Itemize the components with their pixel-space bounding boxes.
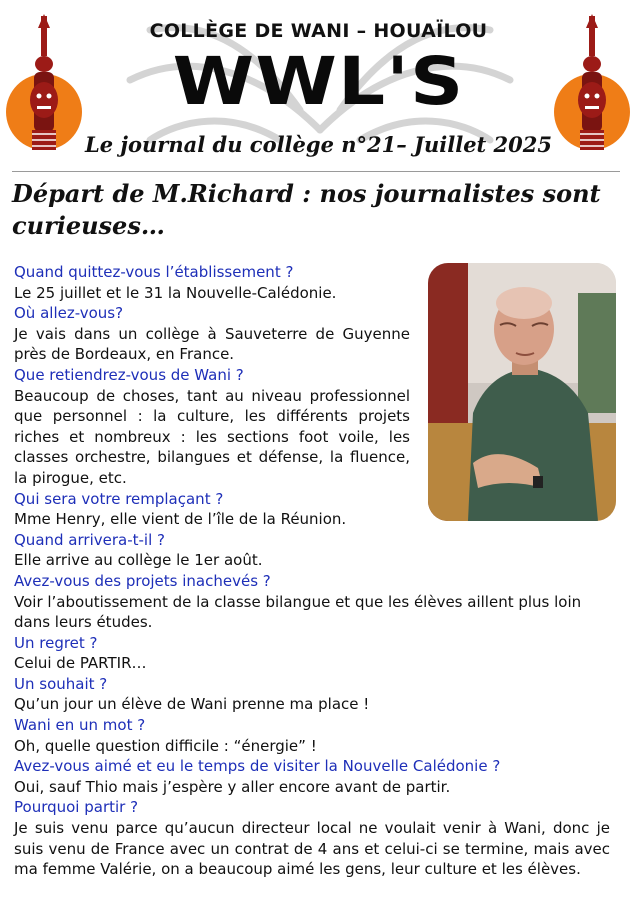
- question: Un souhait ?: [14, 674, 108, 693]
- question: Où allez-vous?: [14, 304, 124, 323]
- interview: [14, 262, 610, 880]
- answer: Beaucoup de choses, tant au niveau professionnel que personnel : la culture, les différents projets riches et nombreux : les sections foot voile, les classes orchestre, bilangues et défense, la fluence, la pirogue, etc.: [14, 386, 410, 487]
- question: Quand quittez-vous l’établissement ?: [14, 263, 294, 281]
- answer: Oui, sauf Thio mais j’espère y aller encore avant de partir.: [14, 777, 451, 796]
- answer: Elle arrive au collège le 1er août.: [14, 551, 263, 570]
- school-name: COLLÈGE DE WANI – HOUAÏLOU: [149, 20, 488, 42]
- issue-subtitle: Le journal du collège n°21– Juillet 2025: [84, 132, 553, 157]
- question: Wani en un mot ?: [14, 716, 146, 735]
- question: Pourquoi partir ?: [14, 798, 139, 817]
- answer: Je suis venu parce qu’aucun directeur local ne voulait venir à Wani, donc je suis venu de France avec un contrat de 4 ans et celui-ci se termine, mais avec ma femme Valérie, on a beaucoup aimé les gens, leur culture et les élèves.: [14, 819, 610, 879]
- answer: Voir l’aboutissement de la classe bilangue et que les élèves aillent plus loin dans leurs études.: [14, 592, 582, 632]
- question: Que retiendrez-vous de Wani ?: [14, 365, 244, 384]
- answer: Mme Henry, elle vient de l’île de la Réunion.: [14, 510, 347, 529]
- question: Avez-vous aimé et eu le temps de visiter la Nouvelle Calédonie ?: [14, 757, 501, 776]
- question: Un regret ?: [14, 633, 98, 652]
- answer: Qu’un jour un élève de Wani prenne ma place !: [14, 695, 370, 714]
- answer: Oh, quelle question difficile : “énergie” !: [14, 736, 317, 755]
- answer: Je vais dans un collège à Sauveterre de Guyenne près de Bordeaux, en France.: [14, 324, 410, 364]
- newspaper-title: WWL'S: [172, 43, 465, 120]
- question: Qui sera votre remplaçant ?: [14, 489, 224, 508]
- newspaper-header: [0, 0, 637, 172]
- answer: Celui de PARTIR…: [14, 654, 147, 673]
- question: Quand arrivera-t-il ?: [14, 530, 165, 549]
- article-headline: Départ de M.Richard : nos journalistes sont curieuses…: [12, 179, 601, 240]
- answer: Le 25 juillet et le 31 la Nouvelle-Calédonie.: [14, 283, 337, 302]
- question: Avez-vous des projets inachevés ?: [14, 571, 271, 590]
- header-divider: [12, 171, 620, 172]
